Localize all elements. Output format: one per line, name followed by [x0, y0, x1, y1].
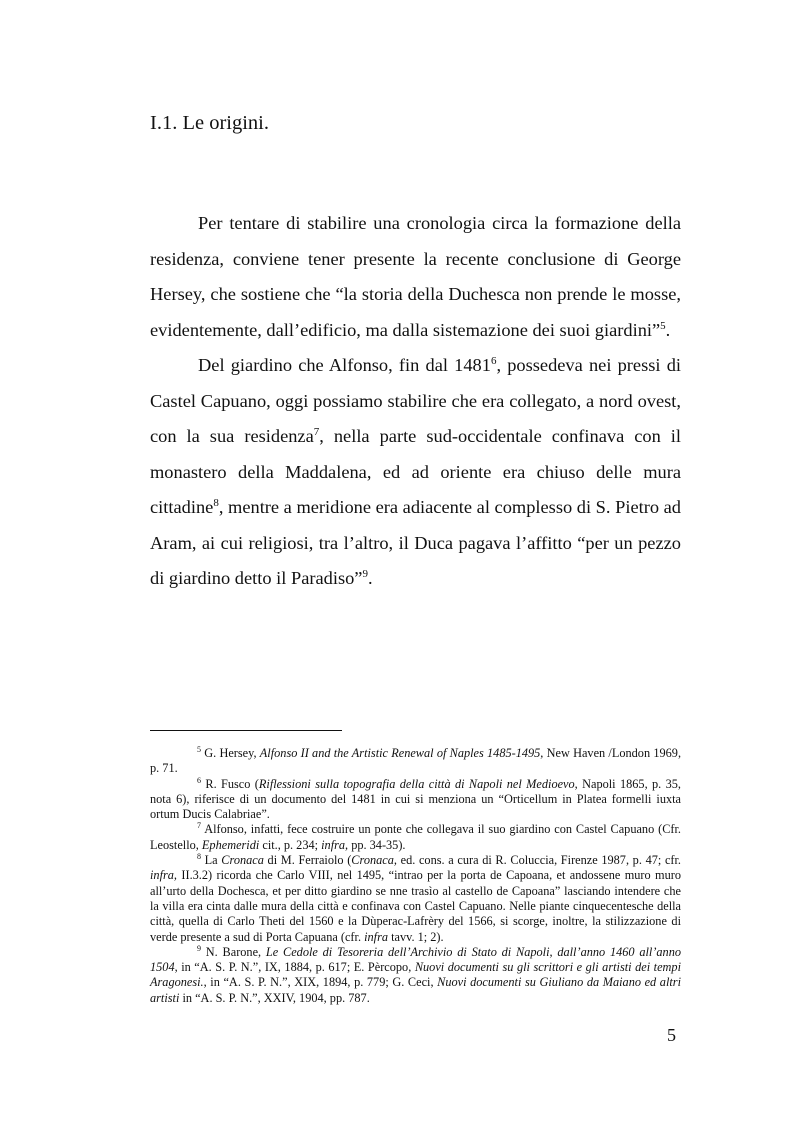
footnote-9: $^9$ N. Barone, Le Cedole di Tesoreria dell’Archivio di Stato di Napoli, dall’anno 1460 all’anno 1504, in “A. S. P. N.”, IX, 1884, p. 617; E. Pèrcopo, Nuovi documenti su gli scrittori e gli artisti dei tempi Aragonesi., in “A. S. P. N.”, XIX, 1894, p. 779; G. Ceci, Nuovi documenti su Giuliano da Maiano ed altri artisti in “A. S. P. N.”, XXIV, 1904, pp. 787.	[150, 943, 682, 1005]
section-heading: I.1. Le origini.	[150, 112, 269, 134]
footnote-ref-8[interactable]: 8	[213, 497, 219, 509]
page-number: 5	[667, 1025, 676, 1045]
footnote-number: 7	[197, 821, 201, 831]
footnote-number: 6	[197, 775, 201, 785]
footnote-number: 5	[197, 745, 201, 754]
footnote-ref-7[interactable]: 7	[313, 426, 320, 438]
footnote-number: 9	[197, 943, 201, 953]
footnote-ref-6[interactable]: 6	[490, 355, 497, 367]
paragraph-2: Del giardino che Alfonso, fin dal 1481$^6$, possedeva nei pressi di Castel Capuano, oggi possiamo stabilire che era collegato, a nord ovest, con la sua residenza$^7$, nella parte sud-occidentale confinava con il monastero della Maddalena, ed ad oriente era chiuso delle mura cittadine$^8$, mentre a meridione era adiacente al complesso di S. Pietro ad Aram, ai cui religiosi, tra l’altro, il Duca pagava l’affitto “per un pezzo di giardino detto il Paradiso”$^9$.	[150, 355, 681, 588]
footnote-separator	[150, 730, 342, 731]
footnote-5: $^5$ G. Hersey, Alfonso II and the Artistic Renewal of Naples 1485-1495, New Haven /London 1969, p. 71.	[150, 745, 682, 776]
footnote-6: $^6$ R. Fusco (Riflessioni sulla topografia della città di Napoli nel Medioevo, Napoli 1865, p. 35, nota 6), riferisce di un documento del 1481 in cui si menziona un “Orticellum in Platea formelli iuxta ortum Ducis Calabriae”.	[150, 775, 681, 822]
footnote-ref-9[interactable]: 9	[362, 568, 368, 580]
footnote-7: $^7$ Alfonso, infatti, fece costruire un ponte che collegava il suo giardino con Castel Capuano (Cfr. Leostello, Ephemeridi cit., p. 234; infra, pp. 34-35).	[150, 821, 681, 852]
body-text	[150, 206, 681, 597]
footnote-8: $^8$ La Cronaca di M. Ferraiolo (Cronaca, ed. cons. a cura di R. Coluccia, Firenze 1987, p. 47; cfr. infra, II.3.2) ricorda che Carlo VIII, nel 1495, “intrao per la porta de Capoana, et andossene muro muro all’urto della Dochesca, et per ditto giardino se nne trasìo al castello de Capoana” lasciando intendere che la villa era cinta dalle mura della città e confinava con Castel Capuano. Nelle piante cinquecentesche della città, quella di Carlo Theti del 1560 e la Dùperac-Lafrèry del 1566, si scorge, inoltre, la stilizzazione di verde presente a sud di Porta Capuana (cfr. infra tavv. 1; 2).	[150, 852, 681, 944]
footnote-number: 8	[197, 852, 201, 862]
footnotes	[150, 746, 681, 1006]
paragraph-1: Per tentare di stabilire una cronologia circa la formazione della residenza, conviene tener presente la recente conclusione di George Hersey, che sostiene che “la storia della Duchesca non prende le mosse, evidentemente, dall’edificio, ma dalla sistemazione dei suoi giardini”$^5$.	[150, 213, 681, 340]
footnote-ref-5[interactable]: 5	[660, 319, 666, 332]
